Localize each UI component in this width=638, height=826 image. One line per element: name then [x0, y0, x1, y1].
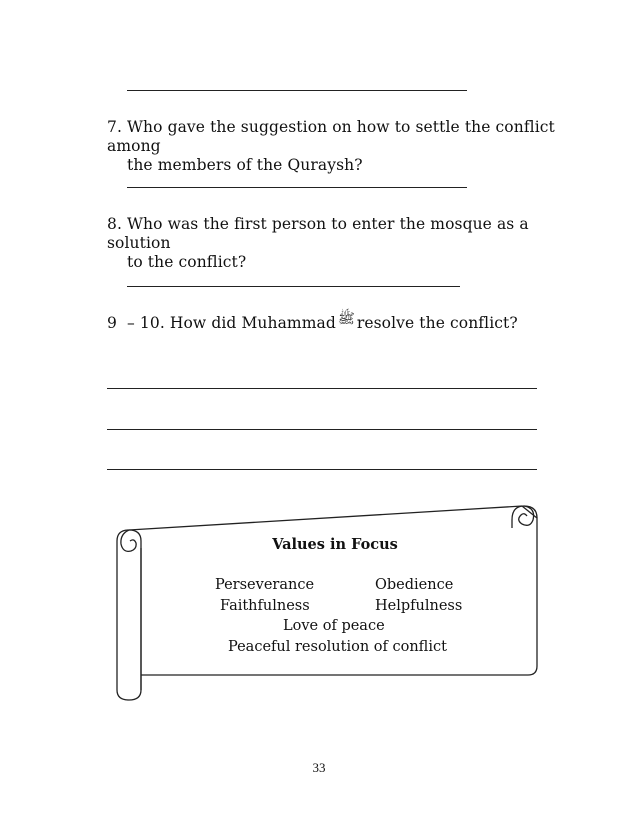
value-item: Faithfulness: [220, 598, 310, 614]
value-item: Helpfulness: [375, 598, 463, 614]
values-box-title: Values in Focus: [272, 536, 398, 553]
question-text: Who gave the suggestion on how to settle the conflict among: [107, 118, 555, 155]
question-text-end: resolve the conflict?: [356, 314, 518, 332]
question-number: 7.: [107, 118, 122, 136]
question-text-continued: the members of the Quraysh?: [127, 156, 363, 174]
value-item: Love of peace: [283, 618, 385, 634]
salawat-symbol-icon: ﷺ: [337, 311, 355, 327]
question-number: 8.: [107, 215, 122, 233]
question-number: 9 – 10.: [107, 314, 165, 332]
page-number: 33: [312, 760, 326, 775]
value-item: Perseverance: [215, 577, 315, 593]
value-item: Peaceful resolution of conflict: [228, 639, 447, 655]
question-text-continued: to the conflict?: [127, 253, 247, 271]
question-text: How did Muhammad: [169, 314, 336, 332]
value-item: Obedience: [375, 577, 454, 593]
question-text: Who was the first person to enter the mosque as a solution: [107, 215, 529, 252]
